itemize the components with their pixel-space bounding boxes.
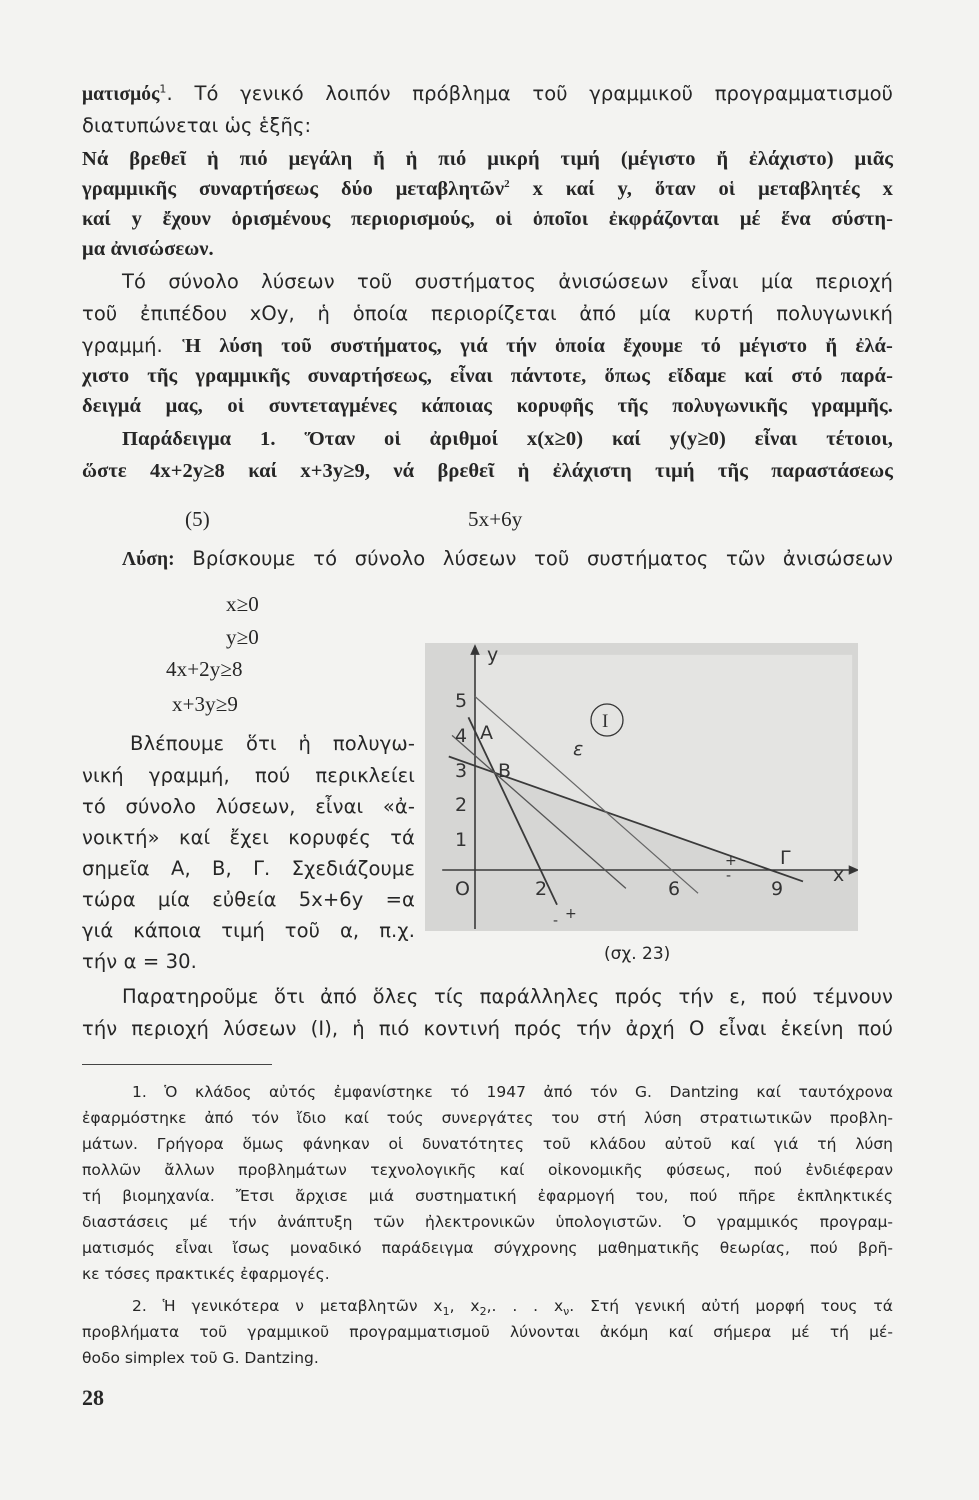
footnote-line: θοδο simplex τοῦ G. Dantzing. xyxy=(82,1349,319,1367)
expression: 5x+6y xyxy=(468,507,523,531)
y-tick-label: 1 xyxy=(455,829,468,851)
text-line: τώρα μία εὐθεία 5x+6y =α xyxy=(82,888,415,911)
text-line xyxy=(122,545,893,574)
text-line: Τό σύνολο λύσεων τοῦ συστήματος ἀνισώσεων εἶναι μία περιοχή xyxy=(122,270,893,293)
region-label: I xyxy=(602,711,609,732)
minus-sign: - xyxy=(553,913,559,929)
footnote-ref: 1 xyxy=(159,82,167,96)
equation-number: (5) xyxy=(185,507,210,531)
text-line xyxy=(82,80,893,109)
text-line: Βλέπουμε ὅτι ἡ πολυγω- xyxy=(130,732,415,755)
minus-sign: - xyxy=(726,868,732,884)
figure-caption: (σχ. 23) xyxy=(604,944,671,964)
inequality: x+3y≥9 xyxy=(172,692,238,716)
text-span: γραμμικῆς συναρτήσεως δύο μεταβλητῶν xyxy=(82,178,505,200)
solution-label: Λύση: xyxy=(122,549,175,570)
text-span: x καί y, ὅταν οἱ μεταβλητές x xyxy=(509,178,893,200)
footnote-line: τή βιομηχανία. Ἔτσι ἄρχισε μιά συστηματική ἐφαρμογή του, πού πῆρε ἐκπληκτικές xyxy=(82,1187,893,1205)
footnote-line: μάτων. Γρήγορα ὅμως φάνηκαν οἱ δυνατότητες τοῦ κλάδου αὐτοῦ καί γιά τή λύση xyxy=(82,1135,893,1153)
footnote-divider xyxy=(82,1064,272,1065)
text-line: ὥστε 4x+2y≥8 καί x+3y≥9, νά βρεθεῖ ἡ ἐλάχιστη τιμή τῆς παραστάσεως xyxy=(82,460,893,482)
text-span: . Στή γενική αὐτή μορφή τους τά xyxy=(569,1297,893,1315)
footnote-line xyxy=(132,1294,893,1318)
inequality: 4x+2y≥8 xyxy=(166,657,243,681)
text-line: νική γραμμή, πού περικλείει xyxy=(82,764,415,787)
line-epsilon-label: ε xyxy=(573,738,584,760)
footnote-line: προβλήματα τοῦ γραμμικοῦ προγραμματισμοῦ λύνονται ἀκόμη καί σήμερα μέ τή μέ- xyxy=(82,1323,893,1341)
x-tick-label: 6 xyxy=(668,878,681,900)
text-span: Ἡ λύση τοῦ συστήματος, γιά τήν ὁποία ἔχουμε τό μέγιστο ἤ ἐλά- xyxy=(182,335,893,357)
text-line: Νά βρεθεῖ ἡ πιό μεγάλη ἤ ἡ πιό μικρή τιμή (μέγιστο ἤ ἐλάχιστο) μιᾶς xyxy=(82,148,893,170)
text-line xyxy=(82,175,893,203)
text-line: τήν α = 30. xyxy=(82,950,197,973)
y-tick-label: 5 xyxy=(455,690,468,712)
text-span: . Τό γενικό λοιπόν πρόβλημα τοῦ γραμμικοῦ προγραμματισμοῦ xyxy=(166,82,893,105)
subscript: 1 xyxy=(442,1305,450,1319)
text-line: τήν περιοχή λύσεων (I), ἡ πιό κοντινή πρός τήν ἀρχή O εἶναι ἐκείνη πού xyxy=(82,1017,893,1040)
text-line: καί y ἔχουν ὁρισμένους περιορισμούς, οἱ ὁποῖοι ἐκφράζονται μέ ἕνα σύστη- xyxy=(82,208,893,230)
footnote-line: πολλῶν ἄλλων προβλημάτων τεχνολογικῆς καί οἰκονομικῆς φύσεως, πού ἐνδιέφεραν xyxy=(82,1161,893,1179)
text-span: ,. . . x xyxy=(486,1297,564,1315)
plus-sign: + xyxy=(565,906,577,922)
subscript: ν xyxy=(563,1305,570,1319)
footnote-line: ἐφαρμόστηκε ἀπό τόν ἴδιο καί τούς συνεργάτες του στή λύση στρατιωτικῶν προβλη- xyxy=(82,1109,893,1127)
footnote-line: κε τόσες πρακτικές ἐφαρμογές. xyxy=(82,1265,330,1283)
text-line xyxy=(82,332,893,360)
bold-lead: ματισμός xyxy=(82,84,160,105)
x-tick-label: 9 xyxy=(771,878,784,900)
text-line: Παρατηροῦμε ὅτι ἀπό ὅλες τίς παράλληλες πρός τήν ε, πού τέμνουν xyxy=(122,985,893,1008)
text-line: γιά κάποια τιμή τοῦ α, π.χ. xyxy=(82,919,415,942)
text-line: τό σύνολο λύσεων, εἶναι «ἀ- xyxy=(82,795,415,818)
page-number: 28 xyxy=(82,1385,104,1410)
footnote-line: ματισμός εἶναι ἴσως μοναδικό παράδειγμα σύγχρονης μαθηματικῆς θεωρίας, πού βρῆ- xyxy=(82,1239,893,1257)
text-line: νοικτή» καί ἔχει κορυφές τά xyxy=(82,826,415,849)
inequality: y≥0 xyxy=(226,625,259,649)
subscript: 2 xyxy=(479,1305,487,1319)
point-b-label: B xyxy=(498,760,512,782)
plus-sign: + xyxy=(725,853,737,869)
y-tick-label: 2 xyxy=(455,794,468,816)
text-line: διατυπώνεται ὡς ἑξῆς: xyxy=(82,114,312,137)
text-span: γραμμή. xyxy=(82,334,183,357)
text-line: σημεῖα Α, Β, Γ. Σχεδιάζουμε xyxy=(82,857,415,880)
text-line: μα ἀνισώσεων. xyxy=(82,238,214,260)
point-a-label: A xyxy=(480,722,493,744)
x-tick-label: 2 xyxy=(535,878,548,900)
footnote-ref: 2 xyxy=(504,178,510,191)
text-span: , x xyxy=(449,1297,480,1315)
example-heading: Παράδειγμα 1. Ὅταν οἱ ἀριθμοί x(x≥0) καί y(y≥0) εἶναι τέτοιοι, xyxy=(122,428,893,450)
text-span: Βρίσκουμε τό σύνολο λύσεων τοῦ συστήματος τῶν ἀνισώσεων xyxy=(174,547,893,570)
footnote-line: διαστάσεις μέ τήν ἀνάπτυξη τῶν ἠλεκτρονικῶν ὑπολογιστῶν. Ὁ γραμμικός προγραμ- xyxy=(82,1213,893,1231)
point-g-label: Γ xyxy=(780,847,791,869)
inequality: x≥0 xyxy=(226,592,259,616)
footnote-line: 1. Ὁ κλάδος αὐτός ἐμφανίστηκε τό 1947 ἀπό τόν G. Dantzing καί ταυτόχρονα xyxy=(132,1083,893,1101)
figure-23 xyxy=(425,643,858,931)
y-tick-label: 3 xyxy=(455,760,468,782)
text-line: χιστο τῆς γραμμικῆς συναρτήσεως, εἶναι πάντοτε, ὅπως εἴδαμε καί στό παρά- xyxy=(82,365,893,387)
y-tick-label: 4 xyxy=(455,725,468,747)
x-axis-label: x xyxy=(833,864,845,886)
text-line: τοῦ ἐπιπέδου xOy, ἡ ὁποία περιορίζεται ἀπό μία κυρτή πολυγωνική xyxy=(82,302,893,325)
text-span: 2. Ἡ γενικότερα ν μεταβλητῶν x xyxy=(132,1297,443,1315)
text-line: δειγμά μας, οἱ συντεταγμένες κάποιας κορυφῆς τῆς πολυγωνικῆς γραμμῆς. xyxy=(82,395,893,417)
y-axis-label: y xyxy=(487,644,499,666)
origin-label: O xyxy=(455,878,470,900)
